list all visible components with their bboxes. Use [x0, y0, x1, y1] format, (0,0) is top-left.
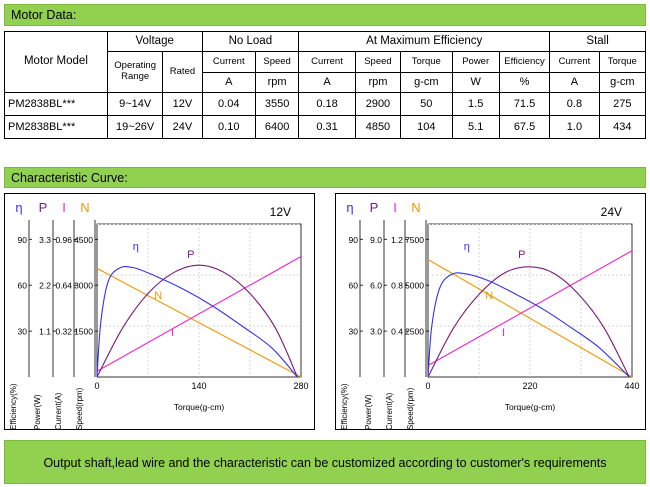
characteristic-curve-title: Characteristic Curve:: [11, 171, 128, 185]
tick-label-eta: 30: [17, 326, 27, 337]
x-tick-label: 440: [624, 381, 640, 391]
cell-model: PM2838BL***: [5, 93, 108, 116]
axis-symbol-eta: η: [346, 200, 354, 215]
curve-label-i: I: [170, 327, 175, 339]
footer-note: [4, 440, 646, 484]
unit-me-speed: rpm: [355, 73, 400, 93]
axis-symbol-i: I: [393, 200, 397, 215]
cell-me-torque: 104: [401, 116, 452, 139]
cell-me-power: 1.5: [452, 93, 499, 116]
x-axis-label: Torque(g-cm): [504, 402, 556, 412]
cell-rated: 24V: [163, 116, 202, 139]
cell-nl-current: 0.04: [202, 93, 256, 116]
cell-me-current: 0.18: [299, 93, 356, 116]
x-tick-label: 0: [94, 381, 100, 391]
x-axis-label: Torque(g-cm): [173, 402, 225, 412]
header-rated: Rated: [163, 52, 202, 93]
header-me-speed: Speed: [355, 52, 400, 73]
chart-12v: [5, 194, 316, 431]
cell-nl-speed: 3550: [256, 93, 299, 116]
unit-nl-speed: rpm: [256, 73, 299, 93]
cell-me-efficiency: 71.5: [499, 93, 549, 116]
curve-label-eta: η: [463, 241, 470, 253]
x-tick-label: 280: [293, 381, 309, 391]
tick-label-p: 3.3: [39, 234, 51, 245]
cell-me-torque: 50: [401, 93, 452, 116]
axis-label-eta: Efficiency(%): [9, 383, 18, 430]
axis-symbol-eta: η: [15, 200, 23, 215]
tick-label-i: 0.8: [391, 280, 403, 291]
curve-label-n: N: [154, 290, 163, 302]
axis-symbol-n: N: [411, 200, 421, 215]
table-row: [5, 116, 646, 139]
header-operating-range: Operating Range: [107, 52, 163, 93]
footer-text: Output shaft,lead wire and the characteristic can be customized according to customer's requirements: [43, 456, 607, 470]
axis-symbol-p: P: [38, 200, 48, 215]
header-motor-model: Motor Model: [5, 32, 108, 93]
chart-panel-12v: [4, 193, 315, 430]
axis-label-n: Speed(rpm): [75, 387, 84, 430]
header-nl-speed: Speed: [256, 52, 299, 73]
x-tick-label: 140: [191, 381, 207, 391]
tick-label-p: 9.0: [370, 234, 382, 245]
axis-label-p: Power(W): [33, 394, 42, 430]
cell-me-power: 5.1: [452, 116, 499, 139]
chart-title: 12V: [269, 205, 291, 219]
cell-st-current: 0.8: [550, 93, 599, 116]
tick-label-eta: 60: [348, 280, 358, 291]
unit-me-current: A: [299, 73, 356, 93]
tick-label-n: 2500: [405, 326, 424, 337]
tick-label-i: 0.32: [55, 326, 72, 337]
axis-symbol-i: I: [62, 200, 66, 215]
cell-me-speed: 4850: [355, 116, 400, 139]
unit-me-efficiency: %: [499, 73, 549, 93]
axis-label-n: Speed(rpm): [406, 387, 415, 430]
x-tick-label: 220: [522, 381, 538, 391]
characteristic-curve-header: [4, 167, 646, 188]
header-voltage: Voltage: [107, 32, 202, 52]
axis-symbol-n: N: [80, 200, 90, 215]
x-tick-label: 0: [425, 381, 431, 391]
tick-label-i: 0.96: [55, 234, 72, 245]
series-line-p: [428, 267, 629, 377]
cell-st-torque: 434: [599, 116, 645, 139]
curve-label-p: P: [518, 249, 526, 261]
header-me-torque: Torque: [401, 52, 452, 73]
unit-st-torque: g-cm: [599, 73, 645, 93]
tick-label-eta: 60: [17, 280, 27, 291]
axis-label-i: Current(A): [54, 392, 63, 430]
header-st-current: Current: [550, 52, 599, 73]
tick-label-eta: 90: [17, 234, 27, 245]
cell-me-current: 0.31: [299, 116, 356, 139]
cell-me-speed: 2900: [355, 93, 400, 116]
tick-label-n: 3000: [74, 280, 93, 291]
tick-label-p: 1.1: [39, 326, 51, 337]
tick-label-p: 3.0: [370, 326, 382, 337]
tick-label-i: 1.2: [391, 234, 403, 245]
unit-me-torque: g-cm: [401, 73, 452, 93]
tick-label-eta: 90: [348, 234, 358, 245]
axis-symbol-p: P: [369, 200, 379, 215]
unit-nl-current: A: [202, 73, 256, 93]
header-max-efficiency: At Maximum Efficiency: [299, 32, 550, 52]
tick-label-n: 5000: [405, 280, 424, 291]
curve-label-i: I: [501, 327, 506, 339]
curve-label-n: N: [485, 290, 494, 302]
cell-rated: 12V: [163, 93, 202, 116]
curve-label-eta: η: [132, 241, 139, 253]
tick-label-p: 2.2: [39, 280, 51, 291]
header-no-load: No Load: [202, 32, 299, 52]
cell-range: 9~14V: [107, 93, 163, 116]
cell-st-current: 1.0: [550, 116, 599, 139]
header-me-efficiency: Efficiency: [499, 52, 549, 73]
tick-label-n: 7500: [405, 234, 424, 245]
series-line-eta: [428, 273, 629, 377]
header-me-current: Current: [299, 52, 356, 73]
motor-data-title: Motor Data:: [11, 8, 77, 22]
chart-panel-24v: [335, 193, 646, 430]
table-row: [5, 93, 646, 116]
motor-data-header: [4, 4, 646, 26]
cell-nl-current: 0.10: [202, 116, 256, 139]
header-me-power: Power: [452, 52, 499, 73]
cell-range: 19~26V: [107, 116, 163, 139]
series-line-p: [97, 265, 297, 377]
cell-nl-speed: 6400: [256, 116, 299, 139]
tick-label-p: 6.0: [370, 280, 382, 291]
axis-label-eta: Efficiency(%): [340, 383, 349, 430]
tick-label-n: 1500: [74, 326, 93, 337]
header-stall: Stall: [550, 32, 646, 52]
chart-24v: [336, 194, 647, 431]
tick-label-n: 4500: [74, 234, 93, 245]
header-nl-current: Current: [202, 52, 256, 73]
motor-data-table: [4, 31, 646, 139]
tick-label-i: 0.4: [391, 326, 403, 337]
chart-title: 24V: [600, 205, 622, 219]
cell-st-torque: 275: [599, 93, 645, 116]
unit-st-current: A: [550, 73, 599, 93]
curve-label-p: P: [187, 249, 195, 261]
cell-model: PM2838BL***: [5, 116, 108, 139]
axis-label-i: Current(A): [385, 392, 394, 430]
unit-me-power: W: [452, 73, 499, 93]
header-st-torque: Torque: [599, 52, 645, 73]
tick-label-i: 0.64: [55, 280, 72, 291]
cell-me-efficiency: 67.5: [499, 116, 549, 139]
axis-label-p: Power(W): [364, 394, 373, 430]
tick-label-eta: 30: [348, 326, 358, 337]
